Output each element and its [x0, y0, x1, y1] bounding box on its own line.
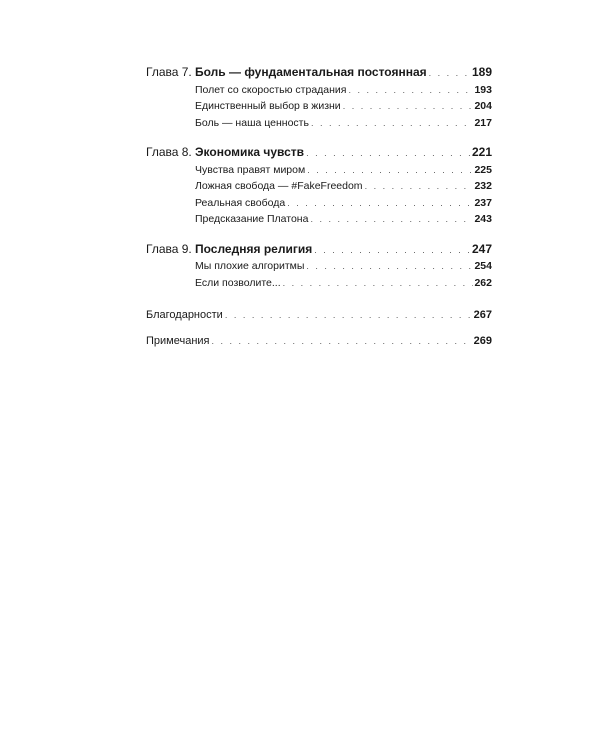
item-title: Предсказание Платона [195, 213, 309, 225]
item-title: Ложная свобода — #FakeFreedom [195, 180, 363, 192]
chapter-title: Последняя религия [195, 241, 313, 256]
page-number: 254 [474, 260, 492, 272]
toc-item [146, 115, 492, 132]
dot-leader [287, 195, 473, 212]
dot-leader [310, 211, 473, 228]
page-number: 232 [474, 180, 492, 192]
chapter-number: Глава 9. [146, 241, 192, 256]
page-number: 217 [474, 116, 492, 129]
chapter-number: Глава 7. [146, 65, 192, 79]
dot-leader [429, 65, 471, 82]
item-title: Единственный выбор в жизни [195, 100, 341, 112]
item-title: Боль — наша ценность [195, 116, 309, 129]
toc-chapter-9 [146, 241, 492, 259]
dot-leader [348, 82, 473, 99]
page-number: 243 [474, 213, 492, 225]
item-title: Полет со скоростью страдания [195, 83, 347, 96]
item-title: Если позволите... [195, 276, 281, 289]
toc-item [146, 98, 492, 115]
page-number: 247 [471, 241, 492, 256]
toc-chapter-8 [146, 144, 492, 162]
chapter-title: Экономика чувств [195, 145, 305, 159]
chapter-title: Боль — фундаментальная постоянная [195, 65, 427, 79]
page-number: 269 [473, 334, 492, 347]
dot-leader [306, 258, 473, 275]
page-number: 193 [474, 83, 492, 96]
dot-leader [283, 275, 474, 292]
toc-item [146, 211, 492, 228]
dot-leader [314, 242, 471, 259]
page-number: 262 [474, 276, 492, 289]
dot-leader [225, 307, 473, 324]
page-number: 204 [474, 100, 492, 112]
page-number: 267 [473, 309, 492, 321]
toc-item [146, 195, 492, 212]
dot-leader [306, 145, 471, 162]
dot-leader [307, 162, 473, 179]
toc-item [146, 82, 492, 99]
page-number: 221 [471, 145, 492, 159]
dot-leader [311, 115, 474, 132]
toc-chapter-7 [146, 64, 492, 82]
item-title: Благодарности [146, 309, 223, 321]
toc-item [146, 178, 492, 195]
item-title: Чувства правят миром [195, 163, 306, 176]
item-title: Мы плохие алгоритмы [195, 260, 305, 272]
toc-item [146, 275, 492, 292]
dot-leader [343, 98, 474, 115]
toc-acknowledgments [146, 307, 492, 324]
item-title: Реальная свобода [195, 196, 286, 209]
page-number: 189 [471, 65, 492, 79]
chapter-number: Глава 8. [146, 145, 192, 159]
dot-leader [365, 178, 474, 195]
table-of-contents [146, 64, 492, 349]
item-title: Примечания [146, 334, 210, 347]
dot-leader [212, 333, 473, 350]
toc-notes [146, 333, 492, 350]
page-number: 237 [474, 196, 492, 209]
toc-item [146, 258, 492, 275]
page-number: 225 [474, 163, 492, 176]
toc-item [146, 162, 492, 179]
